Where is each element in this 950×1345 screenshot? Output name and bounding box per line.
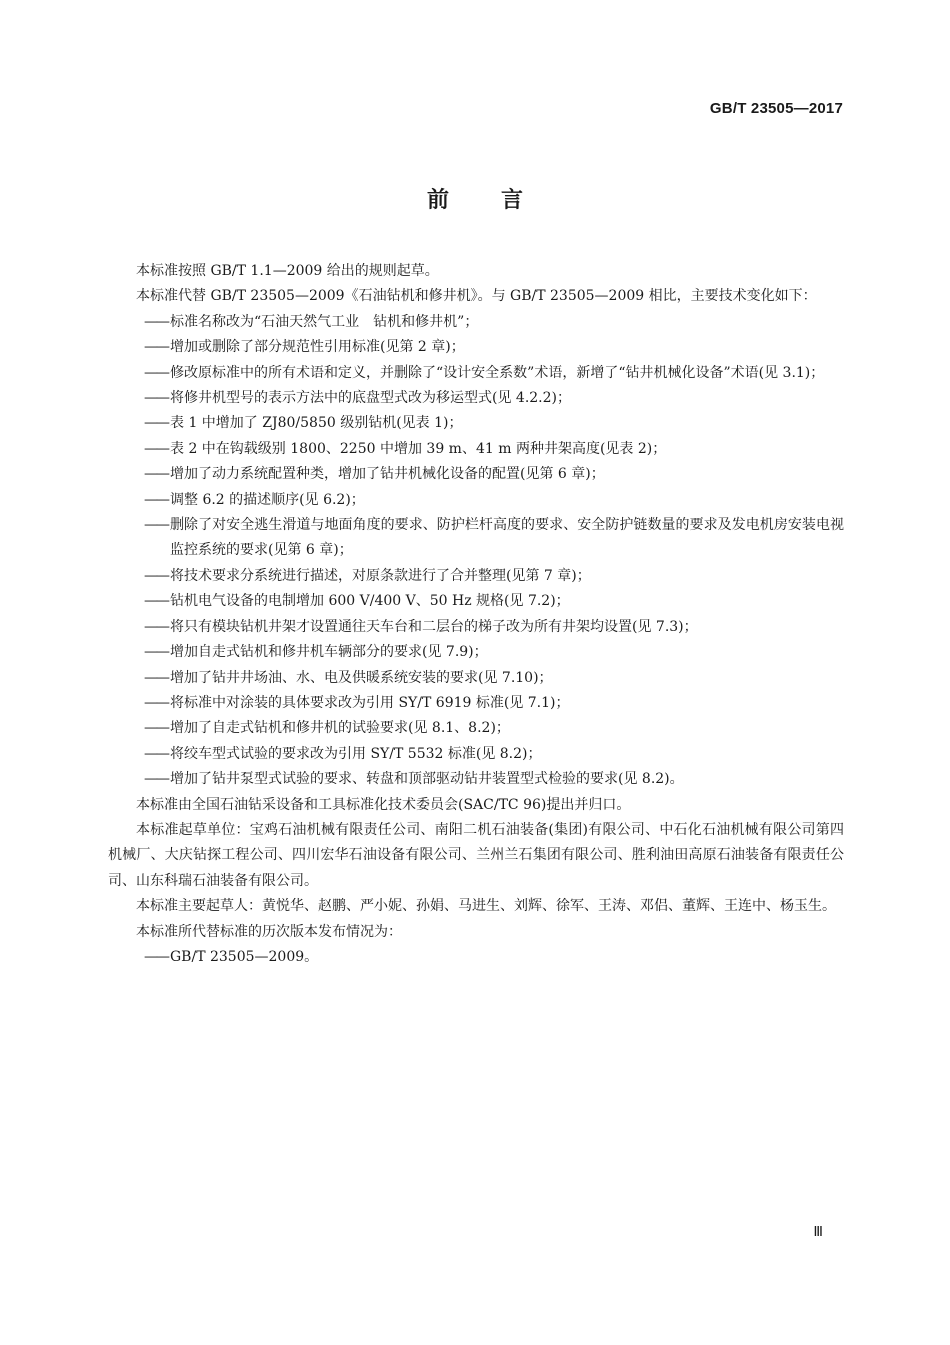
list-item [108,666,844,691]
list-item-text: 增加了钻井泵型式试验的要求、转盘和顶部驱动钻井装置型式检验的要求(见 8.2)。 [170,771,684,788]
list-item [108,335,844,360]
dash-marker: —— [144,364,168,381]
dash-marker: —— [144,415,168,432]
history-list [108,945,844,970]
drafters-paragraph: 本标准主要起草人：黄悦华、赵鹏、严小妮、孙娟、马进生、刘辉、徐军、王涛、邓侣、董辉、王连中、杨玉生。 [136,898,836,915]
list-item [108,310,844,335]
list-item-text: 增加了自走式钻机和修井机的试验要求(见 8.1、8.2)； [170,720,510,737]
dash-marker: —— [144,694,168,711]
dash-marker: —— [144,440,168,457]
intro-paragraph: 本标准按照 GB/T 1.1—2009 给出的规则起草。 [136,263,439,279]
list-item [108,361,844,386]
page-number: Ⅲ [813,1225,823,1240]
dash-marker: —— [144,567,168,584]
list-item-text: 增加了钻井井场油、水、电及供暖系统安装的要求(见 7.10)； [170,669,553,686]
list-item [108,742,844,767]
history-paragraph: 本标准所代替标准的历次版本发布情况为： [136,923,402,940]
list-item [108,462,844,487]
list-item-text: 修改原标准中的所有术语和定义，并删除了“设计安全系数”术语，新增了“钻井机械化设备”术语(见 3.1)； [170,364,825,381]
list-item [108,513,844,564]
standard-code: GB/T 23505—2017 [709,100,843,117]
dash-marker: —— [144,390,168,407]
list-item-text: 将只有模块钻机井架才设置通往天车台和二层台的梯子改为所有井架均设置(见 7.3)； [170,618,698,635]
list-item [108,945,844,970]
dash-marker: —— [144,745,168,762]
list-item-text: 将修井机型号的表示方法中的底盘型式改为移运型式(见 4.2.2)； [170,390,571,407]
list-item-text: 将技术要求分系统进行描述，对原条款进行了合并整理(见第 7 章)； [170,567,591,584]
list-item-text: 表 2 中在钩载级别 1800、2250 中增加 39 m、41 m 两种井架高度(见表 2)； [170,440,667,457]
list-item [108,411,844,436]
dash-marker: —— [144,466,168,483]
list-item-text: 增加或删除了部分规范性引用标准(见第 2 章)； [170,339,465,356]
list-item [108,589,844,614]
dash-marker: —— [144,339,168,356]
dash-marker: —— [144,669,168,686]
list-item-text: 表 1 中增加了 ZJ80/5850 级别钻机(见表 1)； [170,415,463,432]
list-item-text: 调整 6.2 的描述顺序(见 6.2)； [170,491,365,508]
list-item [108,488,844,513]
document-body [108,259,844,970]
list-item [108,640,844,665]
list-item [108,615,844,640]
dash-marker: —— [144,948,168,965]
list-item-text: 删除了对安全逃生滑道与地面角度的要求、防护栏杆高度的要求、安全防护链数量的要求及发电机房安装电视监控系统的要求(见第 6 章)； [170,517,844,559]
list-item-text: 增加自走式钻机和修井机车辆部分的要求(见 7.9)； [170,644,488,661]
list-item-text: 增加了动力系统配置种类，增加了钻井机械化设备的配置(见第 6 章)； [170,466,605,483]
committee-paragraph: 本标准由全国石油钻采设备和工具标准化技术委员会(SAC/TC 96)提出并归口。 [136,796,631,813]
dash-marker: —— [144,313,168,330]
list-item [108,767,844,792]
list-item [108,716,844,741]
dash-marker: —— [144,771,168,788]
dash-marker: —— [144,491,168,508]
list-item-text: 标准名称改为“石油天然气工业 钻机和修井机”； [170,313,479,330]
list-item [108,437,844,462]
list-item [108,691,844,716]
dash-marker: —— [144,618,168,635]
list-item-text: GB/T 23505—2009。 [170,948,319,965]
list-item [108,386,844,411]
dash-marker: —— [144,593,168,610]
page-title: 前言 [426,188,575,213]
dash-marker: —— [144,517,168,534]
list-item-text: 钻机电气设备的电制增加 600 V/400 V、50 Hz 规格(见 7.2)； [170,593,570,610]
dash-marker: —— [144,720,168,737]
change-list [108,310,844,793]
intro-paragraph: 本标准代替 GB/T 23505—2009《石油钻机和修井机》。与 GB/T 23505—2009 相比，主要技术变化如下： [136,288,817,305]
dash-marker: —— [144,644,168,661]
list-item [108,564,844,589]
drafting-units-paragraph: 本标准起草单位：宝鸡石油机械有限责任公司、南阳二机石油装备(集团)有限公司、中石化石油机械有限公司第四机械厂、大庆钻探工程公司、四川宏华石油设备有限公司、兰州兰石集团有限公司、胜利油田高原石油装备有限责任公司、山东科瑞石油装备有限公司。 [108,821,844,889]
list-item-text: 将绞车型式试验的要求改为引用 SY/T 5532 标准(见 8.2)； [170,745,542,762]
list-item-text: 将标准中对涂装的具体要求改为引用 SY/T 6919 标准(见 7.1)； [170,694,570,711]
